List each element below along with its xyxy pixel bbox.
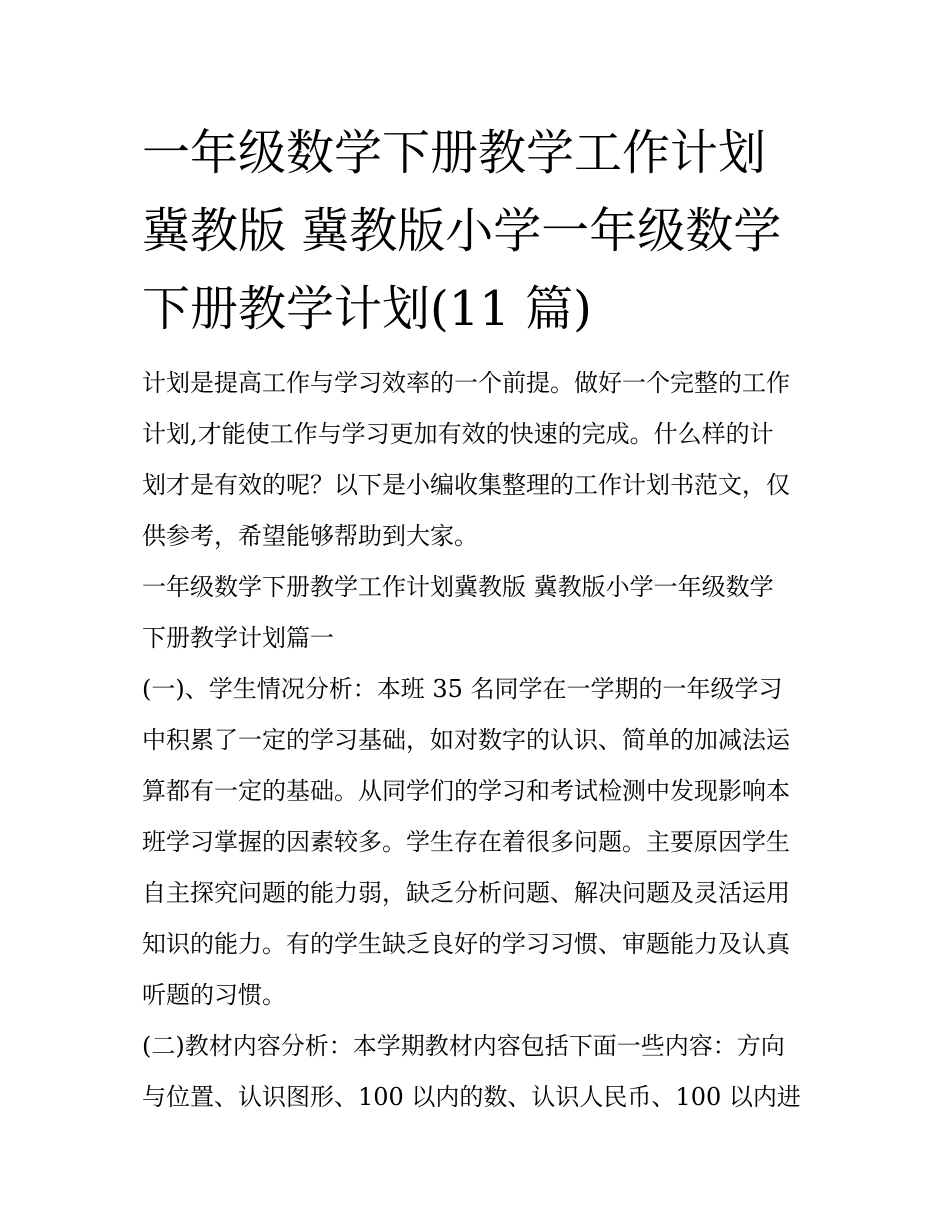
- paragraph-student-analysis: [142, 664, 814, 1021]
- paragraph-textbook-analysis: [142, 1021, 814, 1123]
- text-line: 算都有一定的基础。从同学们的学习和考试检测中发现影响本: [142, 777, 790, 805]
- text-line: 中积累了一定的学习基础，如对数字的认识、简单的加减法运: [142, 726, 790, 754]
- text-line: 划才是有效的呢？以下是小编收集整理的工作计划书范文，仅: [142, 471, 790, 499]
- text-line: 知识的能力。有的学生缺乏良好的学习习惯、审题能力及认真: [142, 930, 790, 958]
- text-line: 听题的习惯。: [142, 981, 286, 1009]
- text-line: (二)教材内容分析：本学期教材内容包括下面一些内容：方向: [142, 1032, 785, 1060]
- text-line: 供参考，希望能够帮助到大家。: [142, 522, 478, 550]
- text-line: 一年级数学下册教学工作计划冀教版 冀教版小学一年级数学: [142, 573, 774, 601]
- text-line: 计划是提高工作与学习效率的一个前提。做好一个完整的工作: [142, 369, 790, 397]
- text-line: 自主探究问题的能力弱，缺乏分析问题、解决问题及灵活运用: [142, 879, 790, 907]
- title-line-1: 一年级数学下册教学工作计划: [142, 125, 767, 181]
- paragraph-intro: [142, 358, 814, 562]
- title-line-3: 下册教学计划(11 篇): [142, 281, 592, 337]
- document-title: [142, 114, 822, 348]
- text-line: 下册教学计划篇一: [142, 624, 334, 652]
- paragraph-heading-part-1: [142, 562, 814, 664]
- title-line-2: 冀教版 冀教版小学一年级数学: [142, 203, 782, 259]
- text-line: 与位置、认识图形、100 以内的数、认识人民币、100 以内进: [142, 1083, 801, 1111]
- text-line: 班学习掌握的因素较多。学生存在着很多问题。主要原因学生: [142, 828, 790, 856]
- text-line: 计划,才能使工作与学习更加有效的快速的完成。什么样的计: [142, 420, 774, 448]
- text-line: (一)、学生情况分析：本班 35 名同学在一学期的一年级学习: [142, 675, 783, 703]
- document-body: [142, 358, 814, 1123]
